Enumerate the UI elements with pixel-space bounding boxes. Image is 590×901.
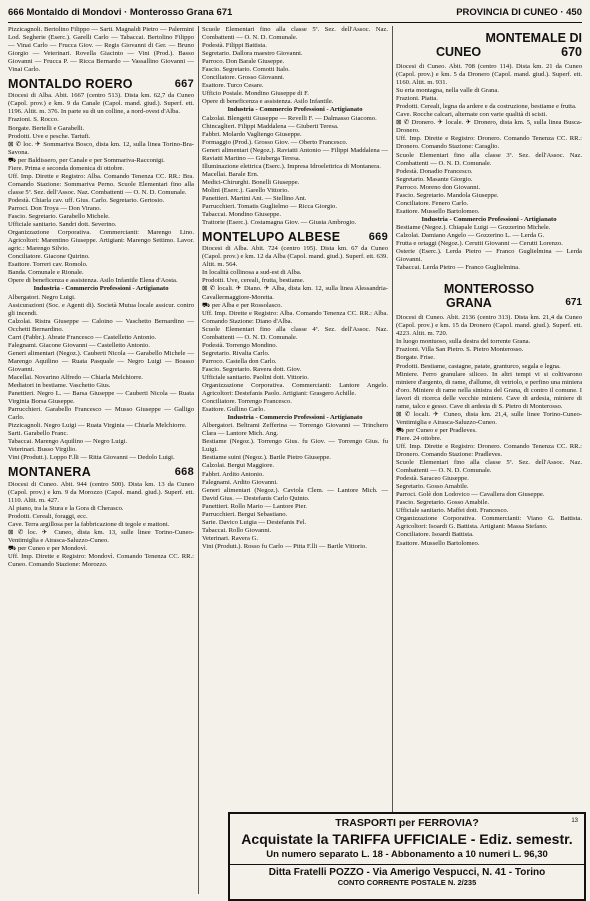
ad-line-1: TRASPORTI per FERROVIA? [335, 817, 479, 829]
entry-paragraph: Panettieri. Martini Ant. — Stellino Ant. [202, 194, 307, 202]
entry-paragraph: ⊠ ✆ loc. ✈ Cuneo, dista km. 13, sulle linee Torino-Cuneo-Ventimiglia e Airasca-Saluzzo-Cuneo. [8, 528, 194, 544]
entry-paragraph: ⛟ per Cuneo e per Mondovì. [8, 544, 88, 552]
montanera-entries [8, 481, 194, 570]
montelupo-trades [202, 422, 388, 551]
ad-tag: 13 [571, 818, 578, 824]
entry-paragraph: Prodotti. Cereali, foraggi, ecc. [8, 512, 88, 520]
entry-paragraph: Panettieri. Rollo Mario — Lantore Pier. [202, 502, 307, 510]
entry-paragraph: Segretario. Gosso Amabile. [396, 483, 469, 491]
entry-paragraph: Organizzazione Corporativa. Commercianti: Lantore Angelo. Agricoltori: Destefanis Paolo. Artigiani: Grasgero Achille. [202, 382, 388, 398]
entry-paragraph: Su erta montagna, nella valle di Grana. [396, 87, 499, 95]
ad-line-3: Un numero separato L. 18 - Abbonamento a 10 numeri L. 96,30 [266, 849, 548, 860]
entry-paragraph: Albergatori. Negro Luigi. [8, 293, 76, 301]
monterosso-entries [396, 314, 582, 547]
entry-paragraph: Veterinari. Ravera G. [202, 534, 259, 542]
entry-paragraph: Diocesi di Cuneo. Abit. 2136 (centro 313). Dista km. 21,4 da Cuneo (Capol. prov.) e km. 15 da Dronero (Capol. mand. giud.). Superf. ett. 4223. Altit. m. 720. [396, 314, 582, 338]
entry-paragraph: Organizzazione Corporativa. Commercianti: Marengo Lino. Agricoltori: Marentino Giuseppe. Artigiani: Marengo Settimo. Lavor. agric.: Marengo Silvio. [8, 229, 194, 253]
entry-paragraph: Sarti. Garabello Franc. [8, 430, 69, 438]
entry-paragraph: Diocesi di Alba. Abit. 724 (centro 195). Dista km. 67 da Cuneo (Capol. prov.) e km. 12 da Alba (Capol. mand. giud.). Superf. ett. 639. Altit. m. 564. [202, 245, 388, 269]
entry-paragraph: Macellai. Barale Ern. [202, 170, 259, 178]
entry-paragraph: Carri (Fabbr.). Abrate Francesco — Castelletto Antonio. [8, 333, 157, 341]
entry-paragraph: Veterinari. Busso Virgilio. [8, 446, 77, 454]
entry-paragraph: Parroco. Castella don Carlo. [202, 357, 277, 365]
entry-paragraph: Borgate. Bertelli e Garabelli. [8, 124, 85, 132]
entry-paragraph: Falegnami. Giacone Giovanni — Castelletto Antonio. [8, 341, 150, 349]
entry-paragraph: Vini (Produtt.). Rosso fu Carlo — Pitta F.lli — Barile Vittorio. [202, 542, 367, 550]
entry-paragraph: Parroci. Golè don Lodovico — Cavallera don Giuseppe. [396, 491, 545, 499]
ad-line-4: Ditta Fratelli POZZO - Via Amerigo Vespucci, N. 41 - Torino [230, 864, 584, 878]
entry-paragraph: Conciliatore. Fenero Carlo. [396, 199, 469, 207]
entry-paragraph: Esattore. Mussello Bartolomeo. [396, 207, 480, 215]
entry-paragraph: Vini (Produtt.). Loppo F.lli — Ritta Giovanni — Dedolo Luigi. [8, 454, 175, 462]
entry-paragraph: Organizzazione Corporativa. Commercianti: Viano G. Battista. Agricoltori: Isoardi G. Battista. Artigiani: Massa Stefano. [396, 515, 582, 531]
entry-paragraph: In luogo montuoso, sulla destra del torrente Grana. [396, 338, 531, 346]
entry-paragraph: Molini (Eserc.). Garello Vittorio. [202, 186, 290, 194]
entry-paragraph: Segretario. Rivalta Carlo. [202, 349, 270, 357]
entry-paragraph: Podestà. Saraceo Giuseppe. [396, 475, 469, 483]
entry-paragraph: ⛟ per Baldissero, per Canale e per Sommariva-Racconigi. [8, 156, 165, 164]
section-title-montemale: MONTEMALE DI CUNEO 670 [436, 31, 582, 59]
entry-paragraph: Conciliatore. Isoardi Battista. [396, 531, 474, 539]
montanera-trades [202, 115, 388, 228]
montelupo-entries [202, 245, 388, 414]
entry-paragraph: Parrucchieri. Bergui Sebastiano. [202, 510, 288, 518]
entry-paragraph: Bestiame (Negoz.). Torrengo Gius. fu Giov. — Torrengo Gius. fu Luigi. [202, 438, 388, 454]
entry-paragraph: Generi alimentari (Negoz.). Caviola Clem. — Lantore Mich. — David Gius. — Destefanis Carlo Quinto. [202, 486, 388, 502]
col1-top [8, 26, 194, 74]
entry-paragraph: Banda. Comunale e Rionale. [8, 269, 84, 277]
entry-paragraph: ⛟ per Alba e per Rossolasco. [202, 301, 283, 309]
entry-paragraph: Prodotti. Cereali, legna da ardere e da costruzione, bestiame e frutta. [396, 103, 577, 111]
entry-paragraph: Ufficiale sanitario. Paolini dott. Vittorio. [202, 373, 309, 381]
entry-paragraph: Fascio. Segretario. Comotti Italo. [202, 66, 290, 74]
entry-paragraph: Podestà. Torrengo Mondino. [202, 341, 278, 349]
entry-paragraph: Medici-Chirurghi. Bonelli Giuseppe. [202, 178, 300, 186]
entry-paragraph: Uff. Imp. Dirette e Registro: Alba. Comando Tenenza CC. RR.: Bra. Comando Stazione: Sommariva Perno. Scuole Elementari fino alla classe 5ª. Sez. dell'Assoc. Naz. Combattenti — O. N. D. Comunale. [8, 172, 194, 196]
entry-paragraph: Bestiame (Negoz.). Chiapale Luigi — Gozzerino Michele. [396, 223, 551, 231]
entry-paragraph: Fascio. Segretario. Gosso Amabile. [396, 499, 490, 507]
entry-paragraph: Podestà. Filippi Battista. [202, 42, 267, 50]
entry-paragraph: Opere di beneficenza e assistenza. Asilo Infantile. [202, 98, 334, 106]
entry-paragraph: Calzolai. Damiano Angelo — Gozzerino L. — Lerda G. [396, 231, 545, 239]
entry-paragraph: ⊠ ✆ Dronero. ✈ locale. ✈ Dronero, dista km. 5, sulla linea Busca-Dronero. [396, 119, 582, 135]
entry-paragraph: Assicurazioni (Soc. e Agenti di). Società Mutua locale assicur. contro gli incendi. [8, 301, 194, 317]
entry-paragraph: Uff. Imp. Dirette e Registro: Dronero. Comando Tenenza CC. RR.: Dronero. Comando Stazione: Pradleves. [396, 442, 582, 459]
entry-paragraph: Uff. Imp. Dirette e Registro: Mondovì. Comando Tenenza CC. RR.: Cuneo. Comando Stazione: Morozzo. [8, 552, 194, 568]
entry-paragraph: Esattore. Gullino Carlo. [202, 406, 265, 414]
entry-paragraph: Parrucchieri. Garabello Francesco — Musso Giuseppe — Galligo Carlo. [8, 406, 194, 422]
entry-paragraph: Fascio. Segretario. Mandola Giuseppe. [396, 191, 499, 199]
entry-paragraph: Frutta e ortaggi (Negoz.). Cerutti Giovanni — Cerutti Lorenzo. [396, 240, 563, 248]
entry-paragraph: Conciliatore. Giacone Quirino. [8, 253, 90, 261]
entry-paragraph: Fascio. Segretario. Garabello Michele. [8, 213, 110, 221]
column-3 [396, 26, 582, 894]
entry-paragraph: Scuole Elementari fino alla classe 5ª. Sez. dell'Assoc. Naz. Combattenti — O. N. D. Comunale. [396, 459, 582, 475]
industry-heading: Industria - Commercio Professioni - Artigianato [227, 414, 363, 422]
directory-page [8, 4, 582, 894]
entry-paragraph: Esattore. Mussello Bartolomeo. [396, 539, 480, 547]
entry-paragraph: Frazioni. Villa San Pietro. S. Pietro Monterosso. [396, 346, 524, 354]
entry-paragraph: Mediatori in bestiame. Vaschetto Gius. [8, 382, 111, 390]
entry-paragraph: ⊠ ✆ locali. ✈ Cuneo, dista km. 21,4, sulle linee Torino-Cuneo-Ventimiglia e Airasca-Saluzzo-Cuneo. [396, 410, 582, 426]
entry-paragraph: Frazioni. S. Rocco. [8, 116, 59, 124]
header-right: PROVINCIA DI CUNEO · 450 [456, 6, 582, 18]
entry-paragraph: Generi alimentari (Negoz.). Raviatti Antonio — Filippi Maddalena — Raviatti Martino — Giuberga Teresa. [202, 146, 388, 162]
entry-paragraph: Cave. Terra argillosa per la fabbricazione di tegole e mattoni. [8, 520, 170, 528]
column-1 [8, 26, 194, 894]
entry-paragraph: Fabbri. Molardo Vagliengo Giuseppe. [202, 130, 302, 138]
entry-paragraph: Cave. Rocche calcari, alternate con varie qualità di scisti. [396, 111, 548, 119]
entry-paragraph: ⊠ ✆ loc. ✈ Sommariva Bosco, dista km. 12, sulla linea Torino-Bra-Savona. [8, 140, 194, 156]
section-title-montanera: MONTANERA 668 [8, 465, 194, 480]
industry-heading: Industria - Commercio Professioni - Artigianato [421, 215, 557, 223]
montaldo-roero-entries [8, 92, 194, 285]
column-2 [202, 26, 388, 894]
entry-paragraph: Sarte. Davico Luigia — Destefanis Fel. [202, 518, 307, 526]
entry-paragraph: Ufficiale sanitario. Sandri dott. Severino. [8, 221, 117, 229]
entry-paragraph: Segretario. Masante Giorgio. [396, 175, 473, 183]
entry-paragraph: Miniere. Ferro granulare siliceo. In altri tempi vi si coltivarono miniere d'argento, di rame, d'allume, di vetriolo, e perfino una miniera d'oro. Miniere di rame nella sinistra del Grana, di contro il comune. I lavori di ricerca delle vecchie miniere. Cave di ardesia, miniere di rame, talco e gesso. Cave di ardesia di S. Pietro di Monterosso. [396, 370, 582, 410]
advertisement-box [228, 812, 586, 901]
entry-paragraph: Esattore. Torreri cav. Romolo. [8, 261, 88, 269]
entry-paragraph: Ufficio Postale. Mondino Giuseppe di F. [202, 90, 309, 98]
entry-paragraph: Podestà. Chiarla cav. uff. Gius. Carlo. Segretario. Gertosio. [8, 196, 165, 204]
entry-paragraph: Scuole Elementari fino alla classe 3ª. Sez. dell'Assoc. Naz. Combattenti — O. N. D. Comunale. [396, 151, 582, 167]
entry-paragraph: Osterie (Eserc.). Lerda Pietro — Franco Guglielmina — Lerda Giovanni. [396, 248, 582, 264]
section-title-montelupo-albese: MONTELUPO ALBESE 669 [202, 230, 388, 245]
col2-top [202, 26, 388, 106]
entry-paragraph: Fiere. Prima e seconda domenica di ottobre. [8, 164, 125, 172]
entry-paragraph: Tabaccai. Marengo Aquilino — Negro Luigi. [8, 438, 128, 446]
entry-paragraph: Podestà. Donadio Francesco. [396, 167, 473, 175]
entry-paragraph: Pizzicagnoli. Bertolino Filippo — Sarti. Magnaldi Pietro — Palermini Lod. Segherie (Eserc.). Garelli Carlo — Tabaccai. Bertolino Filippo — Vinai Carlo — Frucca Giov. — Regis Giovanni di Ger. — Bruno Giorgio — Veterinari. Rovella Giacinto — Vini (Prod.). Basso Giovanni — Frucca P. — Ricca Bernardo — Vassallino Giovanni — Vinai Carlo. [8, 26, 194, 74]
entry-paragraph: ⊠ ✆ locali. ✈ Diano. ✈ Alba, dista km. 12, sulla linea Alessandria-Cavallermaggiore-Moretta. [202, 285, 388, 301]
entry-paragraph: Prodotti. Uve, cereali, frutta, bestiame. [202, 277, 305, 285]
entry-paragraph: Bestiame suini (Negoz.). Barile Pietro Giuseppe. [202, 454, 331, 462]
entry-paragraph: Scuole Elementari fino alla classe 4ª. Sez. dell'Assoc. Naz. Combattenti — O. N. D. Comunale. [202, 325, 388, 341]
entry-paragraph: Segretario. Dallora maestro Giovanni. [202, 50, 303, 58]
header-left: 666 Montaldo di Mondovi · Monterosso Grana 671 [8, 6, 233, 18]
entry-paragraph: Borgate. Frise. [396, 354, 435, 362]
entry-paragraph: Parroco. Moreno don Giovanni. [396, 183, 481, 191]
ad-line-5: CONTO CORRENTE POSTALE N. 2/235 [337, 878, 477, 887]
entry-paragraph: Panettieri. Negro L. — Barsa Giuseppe — Cauberti Nicola — Ruata Virginia Borsa Giuseppe. [8, 390, 194, 406]
entry-paragraph: Pizzicagnoli. Negro Luigi — Ruata Virginia — Chiarla Melchiorre. [8, 422, 187, 430]
entry-paragraph: Calzolai. Bergui Maggiore. [202, 462, 275, 470]
entry-paragraph: Conciliatore. Grosso Giovanni. [202, 74, 285, 82]
entry-paragraph: In località collinosa a sud-est di Alba. [202, 269, 302, 277]
entry-paragraph: Opere di beneficenza e assistenza. Asilo Infantile Elena d'Aosta. [8, 277, 178, 285]
entry-paragraph: Fiere. 24 ottobre. [396, 434, 442, 442]
entry-paragraph: Fascio. Segretario. Ravera dott. Giov. [202, 365, 302, 373]
entry-paragraph: Chincaglieri. Filippi Maddalena — Giuberti Teresa. [202, 122, 339, 130]
entry-paragraph: Esattore. Turco Cesare. [202, 82, 264, 90]
montemale-entries [396, 63, 582, 216]
entry-paragraph: Generi alimentari (Negoz.). Cauberti Nicola — Garabello Michele — Marengo Aquilino — Ruata Pasquale — Negro Luigi — Boasso Giovanni. [8, 349, 194, 373]
ad-line-2: Acquistate la TARIFFA UFFICIALE - Ediz. semestr. [241, 831, 573, 847]
entry-paragraph: Formaggio (Prod.). Grosso Giov. — Oberto Francesco. [202, 138, 348, 146]
entry-paragraph: Tabaccai. Lerda Pietro — Franco Guglielmina. [396, 264, 520, 272]
entry-paragraph: Prodotti. Uve e pesche. Tartufi. [8, 132, 91, 140]
entry-paragraph: Trattorie (Eserc.). Costamagna Giov. — Giusta Ambrogio. [202, 219, 357, 227]
entry-paragraph: Fabbri. Ardito Antonio. [202, 470, 264, 478]
montemale-trades [396, 224, 582, 272]
entry-paragraph: Macellai. Novarino Alfredo — Chiarla Melchiorre. [8, 373, 143, 381]
entry-paragraph: Al piano, tra la Stura e la Gora di Cherasco. [8, 504, 124, 512]
section-title-monterosso-grana: MONTEROSSO GRANA 671 [443, 282, 582, 311]
entry-paragraph: Scuole Elementari fino alla classe 5ª. Sez. dell'Assoc. Naz. Combattenti — O. N. D. Comunale. [202, 26, 388, 42]
entry-paragraph: Parrucchieri. Tomatis Guglielmo — Ricca Giorgio. [202, 203, 337, 211]
entry-paragraph: Calzolai. Blengetti Giuseppe — Revelli F. — Dalmasso Giacomo. [202, 114, 377, 122]
entry-paragraph: Tabaccai. Mondino Giuseppe. [202, 211, 282, 219]
entry-paragraph: Diocesi di Cuneo. Abit. 944 (centro 500). Dista km. 13 da Cuneo (Capol. prov.) e km. 9 da Morozzo (Capol. mand. giud.). Superf. ett. 1110. Altit. m. 427. [8, 480, 194, 504]
entry-paragraph: Albergatori. Beltrami Zefferina — Torrengo Giovanni — Trinchero Clara — Lantore Mich. Ang. [202, 422, 388, 438]
entry-paragraph: Uff. Imp. Dirette e Registro: Alba. Comando Tenenza CC. RR.: Alba. Comando Stazione: Diano d'Alba. [202, 309, 388, 325]
entry-paragraph: Illuminazione elettrica (Eserc.). Impresa Idroelettrica di Montanera. [202, 162, 381, 170]
montaldo-roero-trades [8, 294, 194, 463]
page-header [8, 4, 582, 23]
entry-paragraph: Diocesi di Cuneo. Abit. 708 (centro 114). Dista km. 21 da Cuneo (Capol. prov.) e km. 5 da Dronero (Capol. mand. giud.). Superf. ett. 1160. Altit. m. 931. [396, 63, 582, 87]
entry-paragraph: Calzolai. Ristra Giuseppe — Caloino — Vaschetto Bernardino — Occhetti Bernardino. [8, 317, 194, 333]
entry-paragraph: Tabaccai. Rollo Giovanni. [202, 526, 272, 534]
entry-paragraph: Frazioni. Piatta. [396, 95, 438, 103]
entry-paragraph: ⛟ per Cuneo e per Pradleves. [396, 426, 477, 434]
entry-paragraph: Falegnami. Ardito Giovanni. [202, 478, 278, 486]
entry-paragraph: Parroci. Don Troya — Don Virano. [8, 204, 102, 212]
section-title-montaldo-roero: MONTALDO ROERO 667 [8, 77, 194, 92]
entry-paragraph: Uff. Imp. Dirette e Registro: Dronero. Comando Tenenza CC. RR.: Dronero. Comando Stazione: Caraglio. [396, 135, 582, 151]
entry-paragraph: Ufficiale sanitario. Maffei dott. Francesco. [396, 507, 509, 515]
entry-paragraph: Parroco. Don Barale Giuseppe. [202, 58, 285, 66]
industry-heading: Industria - Commercio Professioni - Artigianato [33, 285, 169, 293]
industry-heading: Industria - Commercio Professioni - Artigianato [227, 106, 363, 114]
entry-paragraph: Conciliatore. Torrengo Francesco. [202, 398, 292, 406]
entry-paragraph: Prodotti. Bestiame, castagne, patate, granturco, segala e legna. [396, 362, 561, 370]
entry-paragraph: Diocesi di Alba. Abit. 1667 (centro 513). Dista km. 62,7 da Cuneo (Capol. prov.) e km. 9 da Canale (Capol. mand. giud.). Superf. ett. 1196. Altit. m. 376. In parte su di un colline, a nord-ovest d'Alba. [8, 92, 194, 116]
